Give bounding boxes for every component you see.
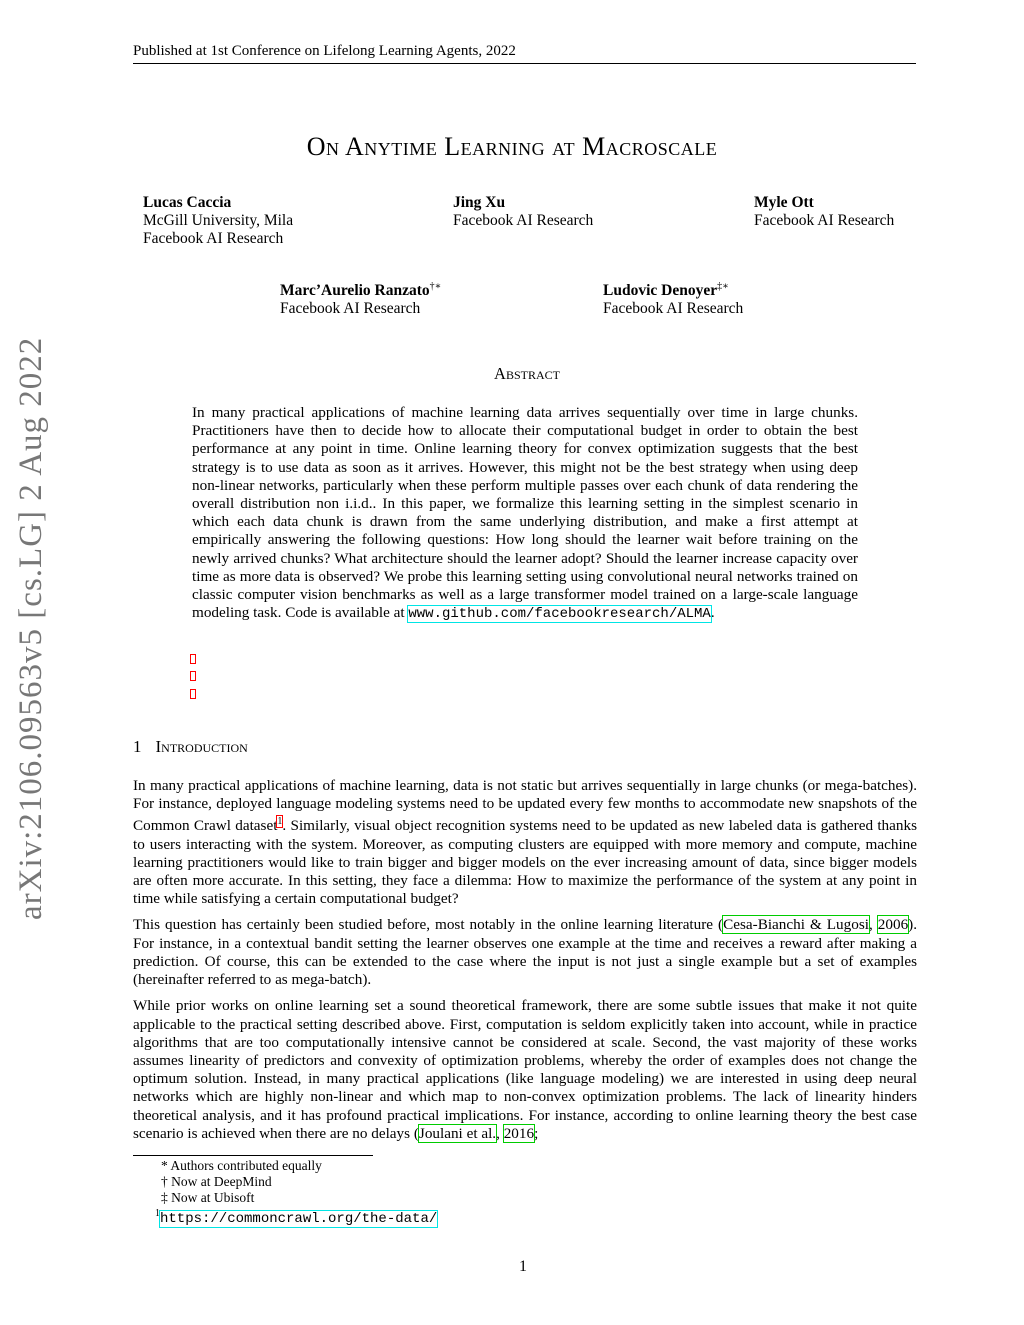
- paragraph-text: In many practical applications of machine learning, data is not static but arrives sequentially in large chunks (or mega-batches). For instance, deployed language modeling systems need to be updated every few months to accommodate new snapshots of the Common Crawl dataset: [133, 777, 917, 835]
- section-heading: [133, 737, 248, 757]
- footnote: † Now at DeepMind: [161, 1174, 272, 1189]
- red-marker: [190, 654, 196, 664]
- author-affiliation: Facebook AI Research: [754, 212, 895, 229]
- author-name: Jing Xu: [453, 194, 506, 211]
- abstract-text: In many practical applications of machine learning data arrives sequentially over time in large chunks. Practitioners have then to decide how to allocate their computational budget in order to obtain the best performance at any point in time. Online learning theory for convex optimization suggests that the best strategy is to use data as soon as it arrives. However, this might not be the best strategy when using deep non-linear networks, particularly when these perform multiple passes over each chunk of data rendering the overall distribution non i.i.d.. In this paper, we formalize this learning setting in the simplest scenario in which each data chunk is drawn from the same underlying distribution, and make a first attempt at empirically answering the following questions: How long should the learner wait before training on the newly arrived chunks? What architecture should the learner adopt? Should the learner increase capacity over time as more data is observed? We probe this learning setting using convolutional neural networks trained on classic computer vision benchmarks as well as a large transformer model trained on a large-scale language modeling task. Code is available at: [192, 404, 858, 622]
- author-block: [280, 278, 441, 318]
- page-number: 1: [519, 1258, 527, 1275]
- author-block: [143, 194, 293, 248]
- author-affiliation: Facebook AI Research: [143, 230, 284, 247]
- author-name: Myle Ott: [754, 194, 814, 211]
- footnote-url-line: [133, 1206, 633, 1227]
- section-title: Introduction: [155, 737, 248, 756]
- author-block: [603, 278, 743, 318]
- paragraph-text: . Similarly, visual object recognition systems need to be updated as new labeled data is gathered thanks to users interacting with the system. Moreover, as computing clusters are equipped with more memory and compute, machine learning practitioners would like to train bigger and bigger models on the ever increasing amount of data, since bigger models are often more accurate. In this setting, they face a dilemma: How to maximize the performance of the system at any point in time while satisfying a certain computational budget?: [133, 817, 917, 908]
- intro-body: [133, 777, 917, 1151]
- paragraph: [133, 916, 917, 989]
- paragraph: [133, 997, 917, 1143]
- abstract-heading: Abstract: [494, 364, 560, 383]
- author-affiliation: Facebook AI Research: [280, 300, 421, 318]
- footnote: ‡ Now at Ubisoft: [161, 1190, 255, 1205]
- citation-link[interactable]: Cesa-Bianchi & Lugosi: [723, 916, 869, 934]
- author-block: [754, 194, 894, 230]
- section-number: 1: [133, 737, 142, 756]
- footnote: * Authors contributed equally: [161, 1158, 322, 1173]
- paper-title: On Anytime Learning at Macroscale: [306, 132, 718, 161]
- abstract-end: .: [710, 604, 715, 622]
- paragraph-text: While prior works on online learning set a sound theoretical framework, there are some subtle issues that make it not quite applicable to the practical setting described above. First, computation is seldom explicitly taken into account, while in practice algorithms that are too computationally intensive cannot be considered at scale. Second, the vast majority of these works assumes linearity of predictors and convexity of optimization problems, whereby the order of examples does not change the optimum solution. Instead, in many practical applications (like language modeling) we are interested in using deep neural networks which are highly non-linear and which map to non-convex optimization problems. The lack of linearity hinders theoretical analysis, and it has profound practical implications. For instance, according to online learning theory the best case scenario is achieved when there are no delays (: [133, 997, 917, 1142]
- citation-link[interactable]: Joulani et al.: [418, 1124, 497, 1142]
- citation-year-link[interactable]: 2016: [503, 1124, 535, 1142]
- red-marker: [190, 671, 196, 681]
- citation-year-link[interactable]: 2006: [877, 916, 909, 934]
- author-block: [453, 194, 593, 230]
- arxiv-stamp: arXiv:2106.09563v5 [cs.LG] 2 Aug 2022: [13, 336, 49, 920]
- footnotes: [133, 1158, 633, 1227]
- paragraph-text: ;: [534, 1124, 539, 1142]
- abstract-body: [192, 404, 858, 623]
- running-header: Published at 1st Conference on Lifelong Learning Agents, 2022: [133, 43, 916, 64]
- paragraph-text: ,: [496, 1124, 504, 1142]
- author-affiliation: Facebook AI Research: [603, 300, 744, 318]
- author-name: Ludovic Denoyer: [603, 282, 718, 300]
- commoncrawl-link[interactable]: https://commoncrawl.org/the-data/: [160, 1210, 438, 1227]
- author-affiliation: McGill University, Mila: [143, 212, 294, 229]
- author-mark: †∗: [429, 281, 442, 292]
- paragraph-text: ). For instance, in a contextual bandit setting the learner observes one example at the time and receives a reward after making a prediction. Of course, this can be extended to the case where the input is not just a single example but a set of examples (hereinafter referred to as mega-batch).: [133, 916, 918, 989]
- red-marker: [190, 689, 196, 699]
- paragraph: [133, 777, 917, 908]
- code-link[interactable]: www.github.com/facebookresearch/ALMA: [408, 606, 711, 623]
- footnote-ref[interactable]: 1: [277, 816, 283, 828]
- author-name: Lucas Caccia: [143, 194, 232, 211]
- author-name: Marc’Aurelio Ranzato: [280, 282, 430, 300]
- footnote-number: 1: [155, 1208, 160, 1219]
- paragraph-text: ,: [868, 916, 878, 934]
- author-affiliation: Facebook AI Research: [453, 212, 594, 229]
- footnote-rule: [133, 1155, 373, 1156]
- author-mark: ‡∗: [717, 281, 729, 292]
- paragraph-text: This question has certainly been studied before, most notably in the online learning literature (: [133, 916, 724, 934]
